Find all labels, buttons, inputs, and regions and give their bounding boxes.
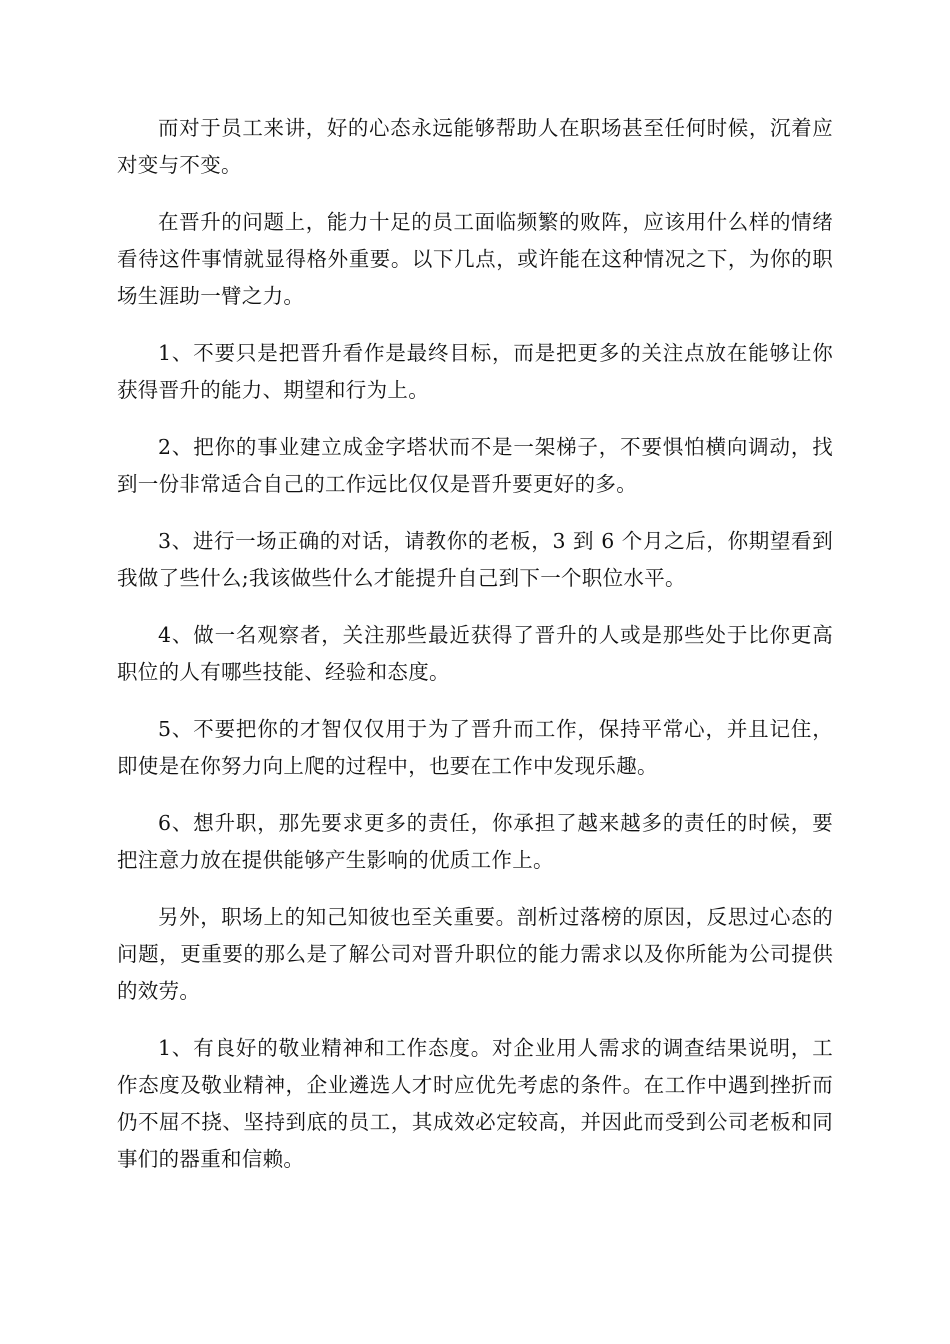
paragraph: 1、有良好的敬业精神和工作态度。对企业用人需求的调查结果说明，工作态度及敬业精神，企业遴选人才时应优先考虑的条件。在工作中遇到挫折而仍不屈不挠、坚持到底的员工，其成效必定较高，并因此而受到公司老板和同事们的器重和信赖。	[117, 1036, 833, 1171]
paragraph: 3、进行一场正确的对话，请教你的老板，3 到 6 个月之后，你期望看到我做了些什么;我该做些什么才能提升自己到下一个职位水平。	[117, 529, 833, 590]
paragraph: 而对于员工来讲，好的心态永远能够帮助人在职场甚至任何时候，沉着应对变与不变。	[117, 116, 833, 177]
paragraph: 6、想升职，那先要求更多的责任，你承担了越来越多的责任的时候，要把注意力放在提供能够产生影响的优质工作上。	[117, 811, 833, 872]
paragraph: 1、不要只是把晋升看作是最终目标，而是把更多的关注点放在能够让你获得晋升的能力、期望和行为上。	[117, 341, 833, 402]
paragraph: 5、不要把你的才智仅仅用于为了晋升而工作，保持平常心，并且记住，即使是在你努力向上爬的过程中，也要在工作中发现乐趣。	[117, 717, 833, 778]
paragraph: 在晋升的问题上，能力十足的员工面临频繁的败阵，应该用什么样的情绪看待这件事情就显得格外重要。以下几点，或许能在这种情况之下，为你的职场生涯助一臂之力。	[117, 210, 833, 308]
document-body	[117, 110, 833, 1198]
paragraph: 2、把你的事业建立成金字塔状而不是一架梯子，不要惧怕横向调动，找到一份非常适合自己的工作远比仅仅是晋升要更好的多。	[117, 435, 833, 496]
paragraph: 4、做一名观察者，关注那些最近获得了晋升的人或是那些处于比你更高职位的人有哪些技能、经验和态度。	[117, 623, 833, 684]
paragraph: 另外，职场上的知己知彼也至关重要。剖析过落榜的原因，反思过心态的问题，更重要的那么是了解公司对晋升职位的能力需求以及你所能为公司提供的效劳。	[117, 905, 833, 1003]
